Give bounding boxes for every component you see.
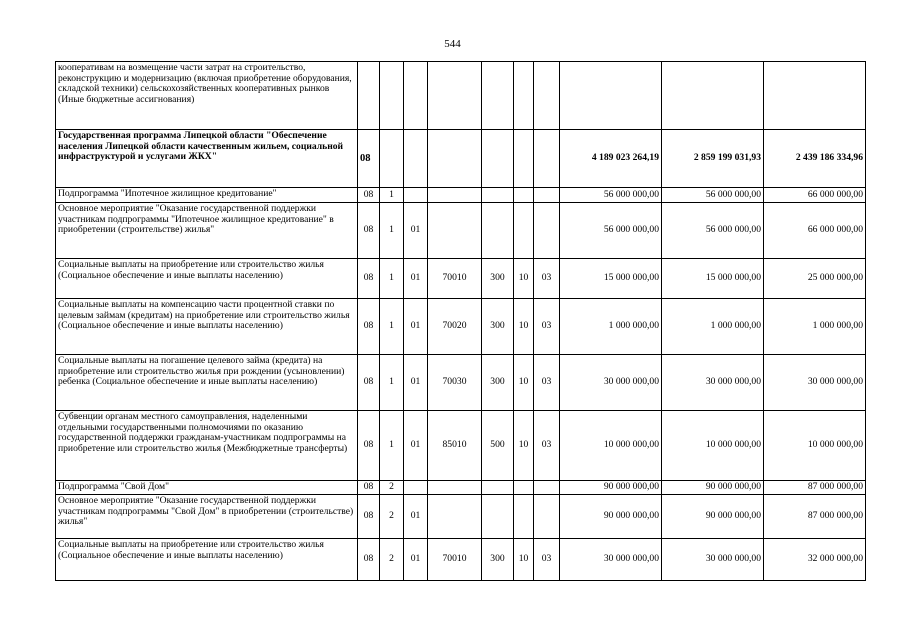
subsection-code: 03	[534, 259, 560, 299]
section-code: 10	[514, 355, 534, 411]
amount-year-1: 56 000 000,00	[560, 203, 662, 259]
amount-year-3: 2 439 186 334,96	[764, 130, 866, 188]
activity-code	[404, 130, 428, 188]
direction-code: 70010	[428, 259, 482, 299]
program-code	[358, 62, 380, 130]
expense-type-code	[482, 130, 514, 188]
table-row	[56, 130, 866, 188]
amount-year-2: 56 000 000,00	[662, 188, 764, 203]
amount-year-2: 56 000 000,00	[662, 203, 764, 259]
amount-year-1: 90 000 000,00	[560, 495, 662, 539]
activity-code	[404, 188, 428, 203]
table-row	[56, 259, 866, 299]
page-number: 544	[444, 38, 461, 50]
section-code: 10	[514, 259, 534, 299]
subprogram-code: 2	[380, 539, 404, 581]
amount-year-2: 15 000 000,00	[662, 259, 764, 299]
row-description: Социальные выплаты на компенсацию части процентной ставки по целевым займам (кредитам) на приобретение или строительство жилья (Социальное обеспечение и иные выплаты населению)	[56, 299, 358, 355]
expense-type-code: 300	[482, 299, 514, 355]
activity-code: 01	[404, 355, 428, 411]
direction-code: 70020	[428, 299, 482, 355]
table-row	[56, 62, 866, 130]
table-row	[56, 495, 866, 539]
activity-code: 01	[404, 203, 428, 259]
subprogram-code: 1	[380, 355, 404, 411]
table-row	[56, 481, 866, 495]
amount-year-3: 30 000 000,00	[764, 355, 866, 411]
amount-year-1	[560, 62, 662, 130]
subsection-code	[534, 188, 560, 203]
amount-year-1: 4 189 023 264,19	[560, 130, 662, 188]
amount-year-1: 30 000 000,00	[560, 539, 662, 581]
direction-code: 70010	[428, 539, 482, 581]
section-code	[514, 62, 534, 130]
expense-type-code	[482, 62, 514, 130]
activity-code: 01	[404, 539, 428, 581]
amount-year-1: 1 000 000,00	[560, 299, 662, 355]
row-description: Субвенции органам местного самоуправления, наделенными отдельными государственными полномочиями по оказанию государственной поддержки гражданам-участникам подпрограммы на приобретение или строительство жилья (Межбюджетные трансферты)	[56, 411, 358, 481]
subprogram-code: 2	[380, 481, 404, 495]
amount-year-3: 66 000 000,00	[764, 203, 866, 259]
direction-code	[428, 481, 482, 495]
expense-type-code	[482, 495, 514, 539]
table-row	[56, 411, 866, 481]
subsection-code: 03	[534, 539, 560, 581]
amount-year-1: 56 000 000,00	[560, 188, 662, 203]
program-code: 08	[358, 259, 380, 299]
subprogram-code: 1	[380, 411, 404, 481]
amount-year-2: 1 000 000,00	[662, 299, 764, 355]
section-code: 10	[514, 539, 534, 581]
subsection-code: 03	[534, 299, 560, 355]
activity-code: 01	[404, 259, 428, 299]
amount-year-1: 15 000 000,00	[560, 259, 662, 299]
program-code: 08	[358, 411, 380, 481]
amount-year-1: 30 000 000,00	[560, 355, 662, 411]
program-code: 08	[358, 188, 380, 203]
subsection-code: 03	[534, 411, 560, 481]
amount-year-3: 87 000 000,00	[764, 481, 866, 495]
subprogram-code: 1	[380, 299, 404, 355]
program-code: 08	[358, 539, 380, 581]
amount-year-2: 10 000 000,00	[662, 411, 764, 481]
activity-code: 01	[404, 411, 428, 481]
subsection-code	[534, 203, 560, 259]
subprogram-code: 2	[380, 495, 404, 539]
row-description: кооперативам на возмещение части затрат на строительство, реконструкцию и модернизацию (включая приобретение оборудования, складской техники) сельскохозяйственных кооперативных рынков (Иные бюджетные ассигнования)	[56, 62, 358, 130]
amount-year-1: 90 000 000,00	[560, 481, 662, 495]
table-row	[56, 539, 866, 581]
amount-year-3: 1 000 000,00	[764, 299, 866, 355]
expense-type-code	[482, 203, 514, 259]
budget-table	[55, 61, 866, 581]
section-code	[514, 203, 534, 259]
amount-year-3: 66 000 000,00	[764, 188, 866, 203]
row-description: Социальные выплаты на приобретение или строительство жилья (Социальное обеспечение и иные выплаты населению)	[56, 259, 358, 299]
activity-code: 01	[404, 495, 428, 539]
row-description: Государственная программа Липецкой области "Обеспечение населения Липецкой области качественным жильем, социальной инфраструктурой и услугами ЖКХ"	[56, 130, 358, 188]
direction-code	[428, 188, 482, 203]
amount-year-2	[662, 62, 764, 130]
amount-year-3: 25 000 000,00	[764, 259, 866, 299]
program-code: 08	[358, 495, 380, 539]
subsection-code	[534, 62, 560, 130]
row-description: Социальные выплаты на приобретение или строительство жилья (Социальное обеспечение и иные выплаты населению)	[56, 539, 358, 581]
row-description: Подпрограмма "Ипотечное жилищное кредитование"	[56, 188, 358, 203]
program-code: 08	[358, 481, 380, 495]
row-description: Подпрограмма "Свой Дом"	[56, 481, 358, 495]
section-code	[514, 130, 534, 188]
direction-code	[428, 203, 482, 259]
section-code: 10	[514, 299, 534, 355]
direction-code	[428, 495, 482, 539]
subprogram-code	[380, 130, 404, 188]
row-description: Социальные выплаты на погашение целевого займа (кредита) на приобретение или строительство жилья при рождении (усыновлении) ребенка (Социальное обеспечение и иные выплаты населению)	[56, 355, 358, 411]
amount-year-3: 32 000 000,00	[764, 539, 866, 581]
direction-code	[428, 130, 482, 188]
subsection-code: 03	[534, 355, 560, 411]
activity-code: 01	[404, 299, 428, 355]
amount-year-2: 30 000 000,00	[662, 355, 764, 411]
program-code: 08	[358, 130, 380, 188]
direction-code: 85010	[428, 411, 482, 481]
amount-year-2: 90 000 000,00	[662, 481, 764, 495]
section-code	[514, 495, 534, 539]
program-code: 08	[358, 203, 380, 259]
amount-year-2: 90 000 000,00	[662, 495, 764, 539]
amount-year-3	[764, 62, 866, 130]
amount-year-3: 87 000 000,00	[764, 495, 866, 539]
table-row	[56, 203, 866, 259]
activity-code	[404, 481, 428, 495]
direction-code: 70030	[428, 355, 482, 411]
subsection-code	[534, 481, 560, 495]
activity-code	[404, 62, 428, 130]
subprogram-code	[380, 62, 404, 130]
subprogram-code: 1	[380, 203, 404, 259]
expense-type-code: 500	[482, 411, 514, 481]
program-code: 08	[358, 299, 380, 355]
subprogram-code: 1	[380, 188, 404, 203]
amount-year-3: 10 000 000,00	[764, 411, 866, 481]
expense-type-code	[482, 481, 514, 495]
amount-year-2: 2 859 199 031,93	[662, 130, 764, 188]
row-description: Основное мероприятие "Оказание государственной поддержки участникам подпрограммы "Свой Дом" в приобретении (строительстве) жилья"	[56, 495, 358, 539]
expense-type-code: 300	[482, 259, 514, 299]
section-code: 10	[514, 411, 534, 481]
subprogram-code: 1	[380, 259, 404, 299]
expense-type-code	[482, 188, 514, 203]
subsection-code	[534, 495, 560, 539]
subsection-code	[534, 130, 560, 188]
section-code	[514, 481, 534, 495]
amount-year-2: 30 000 000,00	[662, 539, 764, 581]
table-row	[56, 355, 866, 411]
program-code: 08	[358, 355, 380, 411]
direction-code	[428, 62, 482, 130]
table-row	[56, 299, 866, 355]
expense-type-code: 300	[482, 355, 514, 411]
section-code	[514, 188, 534, 203]
table-row	[56, 188, 866, 203]
row-description: Основное мероприятие "Оказание государственной поддержки участникам подпрограммы "Ипотечное жилищное кредитование" в приобретении (строительстве) жилья"	[56, 203, 358, 259]
amount-year-1: 10 000 000,00	[560, 411, 662, 481]
expense-type-code: 300	[482, 539, 514, 581]
